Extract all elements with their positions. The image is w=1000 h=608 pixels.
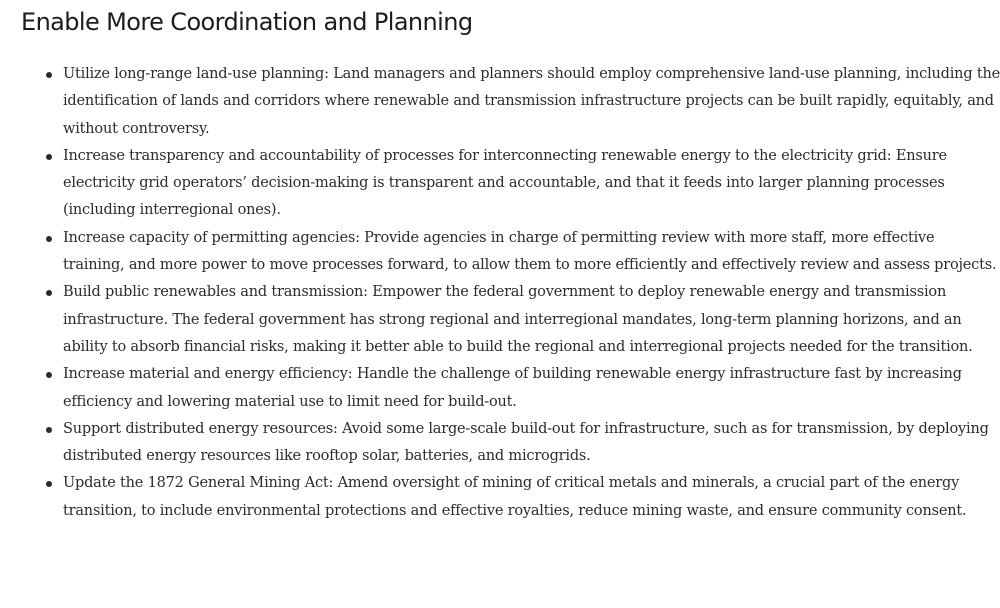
list-item-text: Support distributed energy resources: Avoid some large-scale build-out for infrastructure, such as for transmission, by deploying distributed energy resources like rooftop solar, batteries, and microgrids. bbox=[63, 420, 989, 465]
bullet-icon bbox=[46, 236, 52, 242]
list-item-permitting-capacity bbox=[63, 225, 1000, 280]
list-item-public-renewables bbox=[63, 279, 1000, 361]
list-item-text: Increase capacity of permitting agencies: Provide agencies in charge of permitting review with more staff, more effective training, and more power to move processes forward, to allow them to more efficiently and effectively review and assess projects. bbox=[63, 229, 997, 274]
list-item-material-efficiency bbox=[63, 361, 1000, 416]
list-item-distributed-energy bbox=[63, 416, 1000, 471]
recommendation-list bbox=[0, 61, 1000, 525]
list-item-text: Increase transparency and accountability of processes for interconnecting renewable energy to the electricity grid: Ensure electricity grid operators’ decision-making is transparent and accountable, and that it feeds into larger planning processes (including interregional ones). bbox=[63, 147, 947, 219]
list-item-text: Utilize long-range land-use planning: Land managers and planners should employ comprehensive land-use planning, including the identification of lands and corridors where renewable and transmission infrastructure projects can be built rapidly, equitably, and without controversy. bbox=[63, 66, 1000, 137]
list-item-mining-act bbox=[63, 470, 1000, 525]
bullet-icon bbox=[46, 290, 52, 296]
bullet-icon bbox=[46, 72, 52, 78]
bullet-icon bbox=[46, 427, 52, 433]
list-item-text: Update the 1872 General Mining Act: Amend oversight of mining of critical metals and minerals, a crucial part of the energy transition, to include environmental protections and effective royalties, reduce mining waste, and ensure community consent. bbox=[63, 475, 967, 519]
list-item-grid-transparency bbox=[63, 143, 1000, 225]
list-item-text: Build public renewables and transmission: Empower the federal government to deploy renewable energy and transmission infrastructure. The federal government has strong regional and interregional mandates, long-term planning horizons, and an ability to absorb financial risks, making it better able to build the regional and interregional projects needed for the transition. bbox=[63, 284, 973, 355]
list-item-land-use-planning bbox=[63, 61, 1000, 143]
bullet-icon bbox=[46, 154, 52, 160]
bullet-icon bbox=[46, 372, 52, 378]
bullet-icon bbox=[46, 481, 52, 487]
list-item-text: Increase material and energy efficiency: Handle the challenge of building renewable energy infrastructure fast by increasing efficiency and lowering material use to limit need for build-out. bbox=[63, 366, 962, 410]
section-heading: Enable More Coordination and Planning bbox=[21, 8, 473, 36]
